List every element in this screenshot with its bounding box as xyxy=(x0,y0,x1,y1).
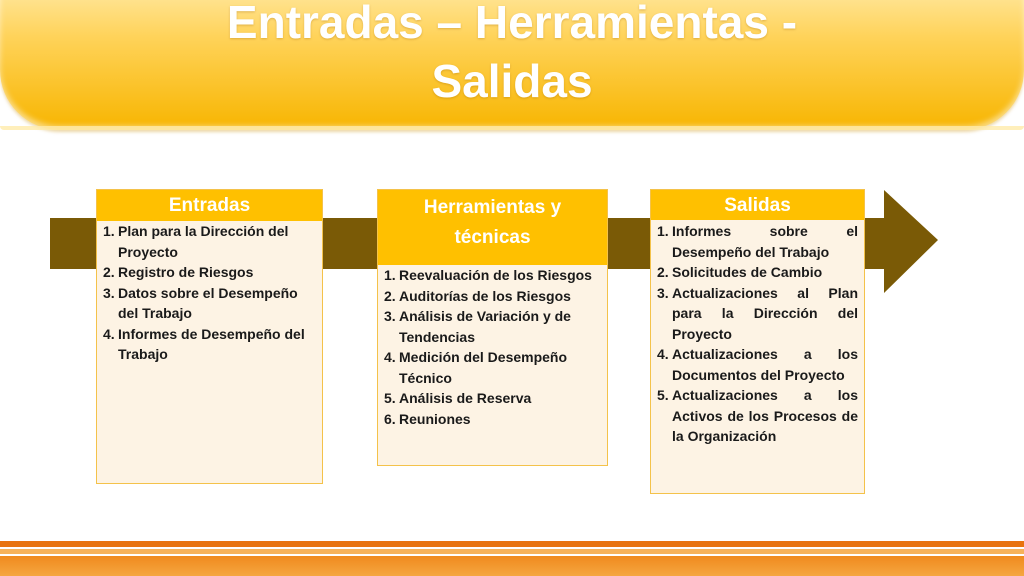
bottom-stripe-dark xyxy=(0,541,1024,547)
inputs-list xyxy=(97,221,322,365)
bottom-stripe-light xyxy=(0,549,1024,554)
tools-box xyxy=(377,189,608,466)
list-item: 5. Actualizaciones a los Activos de los Procesos de la Organización xyxy=(657,387,858,444)
tools-header: Herramientas y técnicas xyxy=(378,190,607,265)
outputs-box xyxy=(650,189,865,494)
slide-title: Entradas – Herramientas - Salidas xyxy=(226,0,798,107)
inputs-header: Entradas xyxy=(97,190,322,221)
inputs-box xyxy=(96,189,323,484)
outputs-list xyxy=(651,220,864,447)
list-item: 1. Informes sobre el Desempeño del Trabajo xyxy=(657,223,858,260)
list-item: 2. Auditorías de los Riesgos xyxy=(384,287,571,304)
list-item: 6. Reuniones xyxy=(384,410,471,427)
tools-list xyxy=(378,265,607,429)
list-item: 4. Medición del Desempeño Técnico xyxy=(384,349,568,386)
bottom-stripe-base xyxy=(0,556,1024,576)
list-item: 5. Análisis de Reserva xyxy=(384,390,532,406)
outputs-header: Salidas xyxy=(651,190,864,220)
list-item: 4. Actualizaciones a los Documentos del Proyecto xyxy=(657,346,858,383)
list-item: 3. Actualizaciones al Plan para la Dirección del Proyecto xyxy=(657,284,858,342)
list-item: 2. Solicitudes de Cambio xyxy=(657,264,823,280)
list-item: 2. Registro de Riesgos xyxy=(103,264,254,280)
list-item: 4. Informes de Desempeño del Trabajo xyxy=(103,325,305,362)
list-item: 1. Plan para la Dirección del Proyecto xyxy=(103,223,289,260)
list-item: 3. Análisis de Variación y de Tendencias xyxy=(384,308,571,345)
list-item: 3. Datos sobre el Desempeño del Trabajo xyxy=(103,284,298,321)
list-item: 1. Reevaluación de los Riesgos xyxy=(384,267,592,283)
